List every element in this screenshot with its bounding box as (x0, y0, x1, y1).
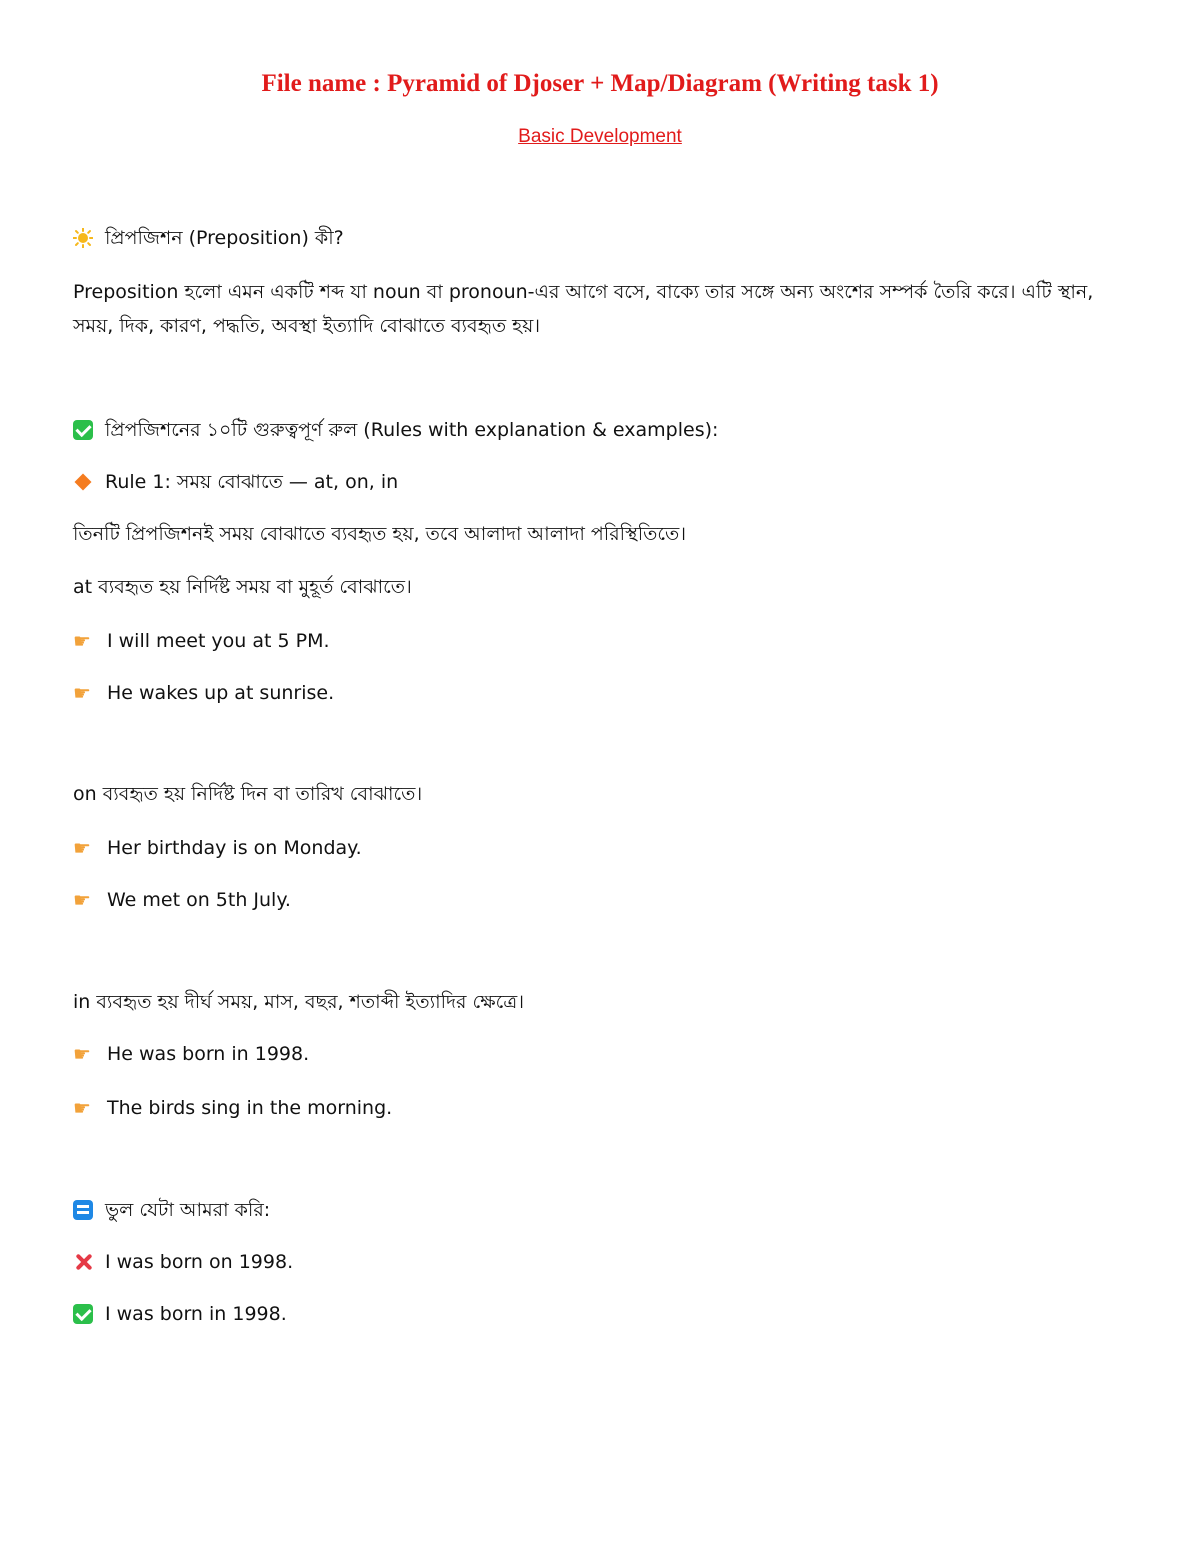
on-usage-text: on ব্যবহৃত হয় নির্দিষ্ট দিন বা তারিখ বোঝাতে। (73, 783, 423, 805)
wrong-example (73, 1245, 293, 1279)
example-text: The birds sing in the morning. (107, 1097, 393, 1119)
document-title: File name : Pyramid of Djoser + Map/Diagram (Writing task 1) (261, 70, 939, 97)
definition-paragraph: Preposition হলো এমন একটি শব্দ যা noun বা pronoun-এর আগে বসে, বাক্যে তার সঙ্গে অন্য অংশের সম্পর্ক তৈরি করে। এটি স্থান, সময়, দিক, কারণ, পদ্ধতি, অবস্থা ইত্যাদি বোঝাতে ব্যবহৃত হয়। (73, 281, 1094, 337)
example-line (73, 624, 330, 658)
example-text: We met on 5th July. (107, 889, 291, 911)
example-text: Her birthday is on Monday. (107, 837, 362, 859)
rules-heading-text: প্রিপজিশনের ১০টি গুরুত্বপূর্ণ রুল (Rules with explanation & examples): (105, 419, 719, 441)
example-line (73, 831, 362, 865)
in-usage-text: in ব্যবহৃত হয় দীর্ঘ সময়, মাস, বছর, শতাব্দী ইত্যাদির ক্ষেত্রে। (73, 991, 524, 1013)
check-icon (73, 420, 93, 440)
example-line (73, 1091, 392, 1125)
pointing-hand-icon: ☛ (73, 1042, 91, 1066)
wrong-example-text: I was born on 1998. (105, 1251, 294, 1273)
pointing-hand-icon: ☛ (73, 1096, 91, 1120)
example-line (73, 676, 334, 710)
mistakes-heading (73, 1193, 270, 1227)
orange-diamond-icon (73, 472, 93, 492)
example-text: I will meet you at 5 PM. (107, 630, 330, 652)
memo-icon (73, 1200, 93, 1220)
mistakes-heading-text: ভুল যেটা আমরা করি: (105, 1199, 271, 1221)
example-line (73, 1037, 309, 1071)
example-text: He wakes up at sunrise. (107, 682, 335, 704)
example-text: He was born in 1998. (107, 1043, 310, 1065)
pointing-hand-icon: ☛ (73, 888, 91, 912)
rule1-explanation: তিনটি প্রিপজিশনই সময় বোঝাতে ব্যবহৃত হয়, তবে আলাদা আলাদা পরিস্থিতিতে। (73, 523, 687, 545)
correct-example-text: I was born in 1998. (105, 1303, 287, 1325)
rule1-title (73, 465, 398, 499)
sun-icon (73, 228, 93, 248)
correct-example (73, 1297, 287, 1331)
definition-heading (73, 221, 344, 255)
rule1-title-text: Rule 1: সময় বোঝাতে — at, on, in (105, 471, 399, 493)
check-icon (73, 1304, 93, 1324)
document-subtitle: Basic Development (518, 126, 682, 147)
at-usage-text: at ব্যবহৃত হয় নির্দিষ্ট সময় বা মুহূর্ত বোঝাতে। (73, 576, 412, 598)
example-line (73, 883, 291, 917)
definition-heading-text: প্রিপজিশন (Preposition) কী? (105, 227, 344, 249)
rules-heading (73, 413, 718, 447)
pointing-hand-icon: ☛ (73, 836, 91, 860)
pointing-hand-icon: ☛ (73, 681, 91, 705)
cross-icon (73, 1252, 93, 1272)
pointing-hand-icon: ☛ (73, 629, 91, 653)
